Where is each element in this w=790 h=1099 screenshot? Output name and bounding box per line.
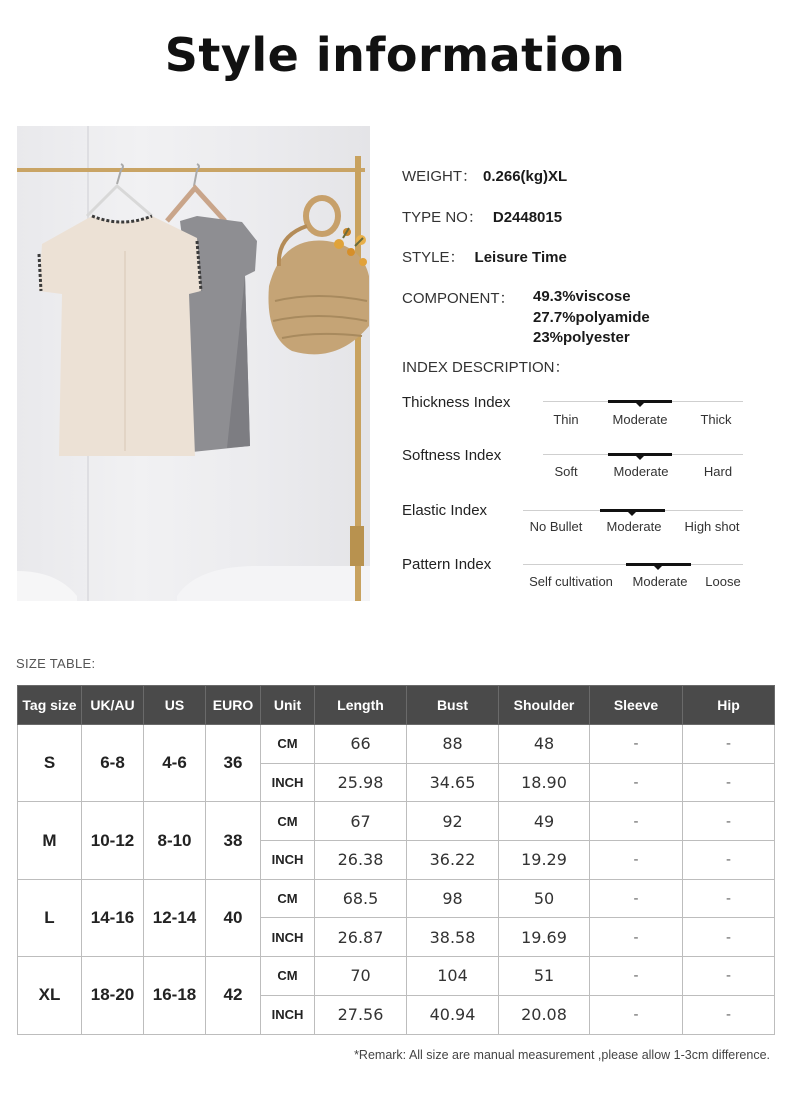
- bust-cell: 98: [407, 879, 499, 918]
- uk-au-cell: 14-16: [82, 879, 144, 956]
- hip-cell: -: [683, 763, 775, 802]
- bust-cell: 38.58: [407, 918, 499, 957]
- uk-au-cell: 18-20: [82, 957, 144, 1034]
- pattern-index-name: Pattern Index: [402, 556, 492, 573]
- style-label: STYLE：: [402, 249, 465, 266]
- bust-cell: 92: [407, 802, 499, 841]
- tag-size-cell: XL: [18, 957, 82, 1034]
- unit-cell: INCH: [261, 995, 315, 1034]
- product-photo: [17, 126, 370, 601]
- product-photo-illustration: [17, 126, 370, 601]
- column-header: Unit: [261, 686, 315, 725]
- us-cell: 8-10: [144, 802, 206, 879]
- length-cell: 26.87: [315, 918, 407, 957]
- column-header: UK/AU: [82, 686, 144, 725]
- shoulder-cell: 50: [499, 879, 590, 918]
- tag-size-cell: S: [18, 725, 82, 802]
- elastic-option: High shot: [684, 519, 740, 534]
- sleeve-cell: -: [590, 725, 683, 764]
- column-header: Bust: [407, 686, 499, 725]
- component-values: [533, 287, 650, 349]
- hip-cell: -: [683, 957, 775, 996]
- softness-index-name: Softness Index: [402, 447, 502, 464]
- sleeve-cell: -: [590, 957, 683, 996]
- size-remark: *Remark: All size are manual measurement ,please allow 1-3cm difference.: [354, 1048, 770, 1062]
- uk-au-cell: 10-12: [82, 802, 144, 879]
- euro-cell: 38: [206, 802, 261, 879]
- elastic-scale-marker: [628, 512, 636, 516]
- pattern-scale-marker: [654, 566, 662, 570]
- table-row: [18, 725, 775, 764]
- bust-cell: 40.94: [407, 995, 499, 1034]
- sleeve-cell: -: [590, 879, 683, 918]
- hip-cell: -: [683, 802, 775, 841]
- sleeve-cell: -: [590, 763, 683, 802]
- component-row: [402, 287, 515, 308]
- tag-size-cell: L: [18, 879, 82, 956]
- hip-cell: -: [683, 918, 775, 957]
- weight-value: 0.266(kg)XL: [483, 168, 568, 185]
- softness-scale-marker: [636, 456, 644, 460]
- bust-cell: 36.22: [407, 841, 499, 880]
- shoulder-cell: 20.08: [499, 995, 590, 1034]
- page-title: Style information: [164, 28, 626, 82]
- softness-option: Hard: [703, 464, 733, 479]
- length-cell: 26.38: [315, 841, 407, 880]
- unit-cell: INCH: [261, 841, 315, 880]
- sleeve-cell: -: [590, 802, 683, 841]
- thickness-option: Moderate: [612, 412, 668, 427]
- hip-cell: -: [683, 841, 775, 880]
- column-header: Hip: [683, 686, 775, 725]
- shoulder-cell: 19.69: [499, 918, 590, 957]
- component-value: 27.7%polyamide: [533, 308, 650, 326]
- table-row: [18, 957, 775, 996]
- bust-cell: 104: [407, 957, 499, 996]
- table-row: [18, 802, 775, 841]
- unit-cell: CM: [261, 802, 315, 841]
- elastic-index-name: Elastic Index: [402, 502, 488, 519]
- thickness-scale-marker: [636, 403, 644, 407]
- pattern-option: Self cultivation: [529, 574, 613, 589]
- us-cell: 12-14: [144, 879, 206, 956]
- softness-option: Soft: [554, 464, 578, 479]
- thickness-index-name: Thickness Index: [402, 394, 511, 411]
- pattern-option: Loose: [705, 574, 741, 589]
- length-cell: 70: [315, 957, 407, 996]
- bust-cell: 34.65: [407, 763, 499, 802]
- hip-cell: -: [683, 995, 775, 1034]
- elastic-option: Moderate: [606, 519, 662, 534]
- uk-au-cell: 6-8: [82, 725, 144, 802]
- unit-cell: INCH: [261, 763, 315, 802]
- style-value: Leisure Time: [474, 249, 567, 266]
- thickness-option: Thick: [700, 412, 732, 427]
- column-header: Length: [315, 686, 407, 725]
- length-cell: 27.56: [315, 995, 407, 1034]
- hip-cell: -: [683, 879, 775, 918]
- column-header: US: [144, 686, 206, 725]
- column-header: EURO: [206, 686, 261, 725]
- shoulder-cell: 19.29: [499, 841, 590, 880]
- sleeve-cell: -: [590, 995, 683, 1034]
- table-row: [18, 879, 775, 918]
- index-description-label: INDEX DESCRIPTION：: [402, 359, 570, 376]
- us-cell: 16-18: [144, 957, 206, 1034]
- pattern-option: Moderate: [632, 574, 688, 589]
- type-row: [402, 206, 562, 227]
- euro-cell: 42: [206, 957, 261, 1034]
- unit-cell: CM: [261, 725, 315, 764]
- column-header: Sleeve: [590, 686, 683, 725]
- tag-size-cell: M: [18, 802, 82, 879]
- hip-cell: -: [683, 725, 775, 764]
- thickness-option: Thin: [553, 412, 579, 427]
- length-cell: 68.5: [315, 879, 407, 918]
- unit-cell: INCH: [261, 918, 315, 957]
- column-header: Tag size: [18, 686, 82, 725]
- length-cell: 66: [315, 725, 407, 764]
- shoulder-cell: 48: [499, 725, 590, 764]
- bust-cell: 88: [407, 725, 499, 764]
- size-table: [17, 685, 775, 1035]
- length-cell: 67: [315, 802, 407, 841]
- euro-cell: 36: [206, 725, 261, 802]
- shoulder-cell: 51: [499, 957, 590, 996]
- weight-row: [402, 165, 567, 186]
- unit-cell: CM: [261, 957, 315, 996]
- component-label: COMPONENT：: [402, 290, 515, 307]
- type-label: TYPE NO：: [402, 209, 483, 226]
- shoulder-cell: 49: [499, 802, 590, 841]
- column-header: Shoulder: [499, 686, 590, 725]
- size-table-header: [18, 686, 775, 725]
- elastic-option: No Bullet: [529, 519, 583, 534]
- sleeve-cell: -: [590, 918, 683, 957]
- component-value: 23%polyester: [533, 329, 630, 346]
- unit-cell: CM: [261, 879, 315, 918]
- style-row: [402, 246, 567, 267]
- softness-option: Moderate: [613, 464, 669, 479]
- euro-cell: 40: [206, 879, 261, 956]
- length-cell: 25.98: [315, 763, 407, 802]
- shoulder-cell: 18.90: [499, 763, 590, 802]
- size-table-label: SIZE TABLE:: [16, 656, 96, 671]
- sleeve-cell: -: [590, 841, 683, 880]
- component-value: 49.3%viscose: [533, 288, 631, 305]
- weight-label: WEIGHT：: [402, 168, 477, 185]
- us-cell: 4-6: [144, 725, 206, 802]
- type-value: D2448015: [492, 209, 563, 226]
